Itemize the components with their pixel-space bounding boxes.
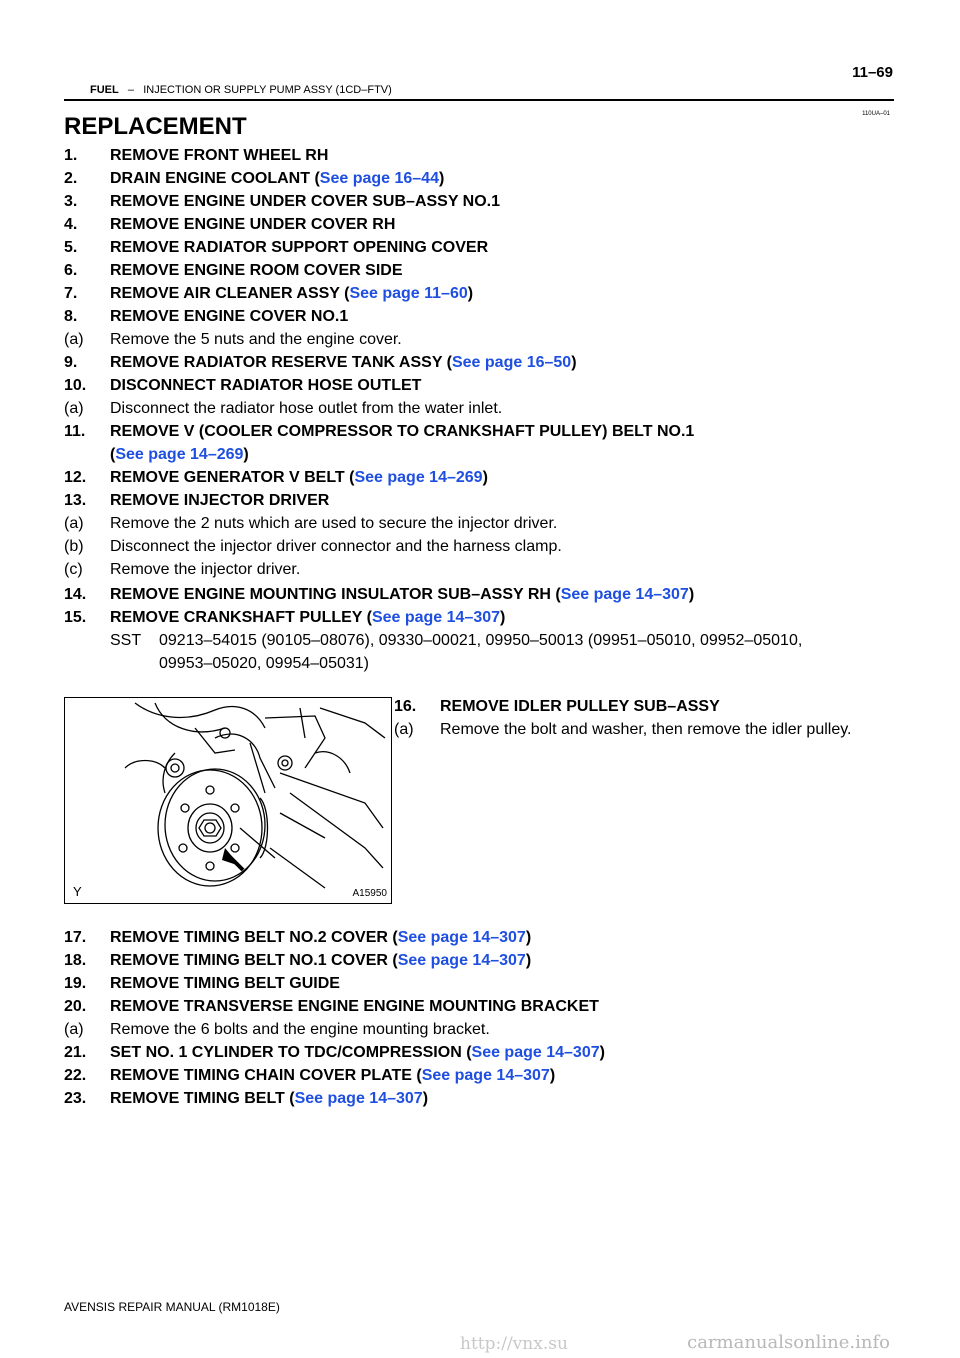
watermark-url: http://vnx.su [460,1334,568,1354]
page-title: REPLACEMENT [64,113,247,140]
watermark-site: carmanualsonline.info [687,1332,890,1353]
page-link[interactable]: See page 14–307 [421,1067,550,1084]
figure-corner-label: Y [73,884,82,899]
page-link[interactable]: See page 14–307 [471,1044,600,1061]
section-subtitle: INJECTION OR SUPPLY PUMP ASSY (1CD–FTV) [143,84,392,96]
pulley-drawing [65,698,391,903]
page-link[interactable]: See page 14–307 [560,586,689,603]
header-section [90,84,392,96]
header-separator: – [127,84,135,96]
header-divider [64,99,894,101]
page-link[interactable]: See page 14–307 [397,929,526,946]
page-link[interactable]: See page 14–307 [294,1090,423,1107]
section-name: FUEL [90,84,119,96]
page-link[interactable]: See page 14–269 [354,469,483,486]
page-link[interactable]: See page 11–60 [349,285,468,302]
ref-code: 110UA–01 [862,111,890,117]
page-number: 11–69 [852,64,893,81]
figure-code: A15950 [352,888,387,899]
page-link[interactable]: See page 14–307 [371,609,501,626]
footer-manual-title: AVENSIS REPAIR MANUAL (RM1018E) [64,1300,280,1314]
page-link[interactable]: See page 14–269 [115,446,244,463]
idler-pulley-illustration [64,697,392,904]
page-link[interactable]: See page 16–44 [319,170,439,187]
page-link[interactable]: See page 16–50 [451,354,572,371]
page-link[interactable]: See page 14–307 [397,952,526,969]
